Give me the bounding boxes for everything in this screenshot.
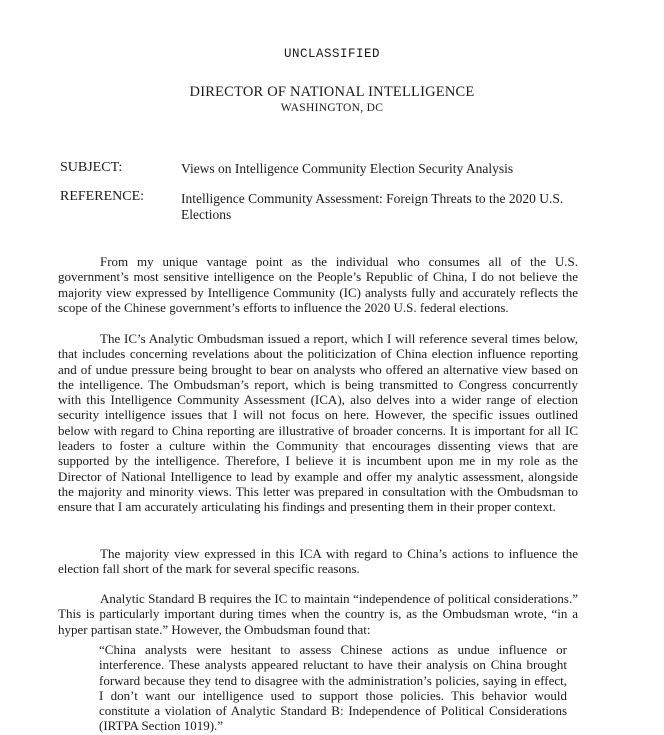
classification-marking: UNCLASSIFIED (283, 47, 380, 61)
reference-label: REFERENCE: (60, 189, 145, 204)
subject-value: Views on Intelligence Community Election Security Analysis (181, 161, 514, 176)
body-paragraph: The IC’s Analytic Ombudsman issued a report, which I will reference several times below, that includes concerning revelations about the politicization of China election influence reporting and of undue pressure being brought to bear on analysts who offered an alternative view based on the intelligence. The Ombudsman’s report, which is being transmitted to Congress concurrently with this Intelligence Community Assessment (ICA), also delves into a wider range of election security intelligence issues that I will not focus on here. However, the specific issues outlined below with regard to China reporting are illustrative of broader concerns. It is important for all IC leaders to foster a culture within the Community that encourages dissenting views that are supported by the intelligence. Therefore, I believe it is incumbent upon me in my role as the Director of National Intelligence to lead by example and offer my analytic assessment, alongside the majority and minority views. This letter was prepared in consultation with the Ombudsman to ensure that I am accurately articulating his findings and presenting them in their proper context. (58, 331, 578, 515)
office-title: DIRECTOR OF NATIONAL INTELLIGENCE (189, 84, 475, 100)
body-paragraph: From my unique vantage point as the individual who consumes all of the U.S. government’s most sensitive intelligence on the People’s Republic of China, I do not believe the majority view expressed by Intelligence Community (IC) analysts fully and accurately reflects the scope of the Chinese government’s efforts to influence the 2020 U.S. federal elections. (58, 254, 578, 315)
block-quote: “China analysts were hesitant to assess Chinese actions as undue influence or interference. These analysts appeared reluctant to have their analysis on China brought forward because they tend to disagree with the administration’s policies, saying in effect, I don’t want our intelligence used to support those policies. This behavior would constitute a violation of Analytic Standard B: Independence of Political Considerations (IRTPA Section 1019).” (99, 642, 567, 734)
body-paragraph: The majority view expressed in this ICA with regard to China’s actions to influence the election fall short of the mark for several specific reasons. (58, 546, 578, 577)
body-paragraph: Analytic Standard B requires the IC to maintain “independence of political considerations.” This is particularly important during times when the country is, as the Ombudsman wrote, “in a hyper partisan state.” However, the Ombudsman found that: (58, 591, 578, 637)
office-location: WASHINGTON, DC (280, 102, 384, 114)
reference-value: Intelligence Community Assessment: Foreign Threats to the 2020 U.S. Elections (181, 191, 564, 222)
subject-label: SUBJECT: (60, 160, 123, 175)
